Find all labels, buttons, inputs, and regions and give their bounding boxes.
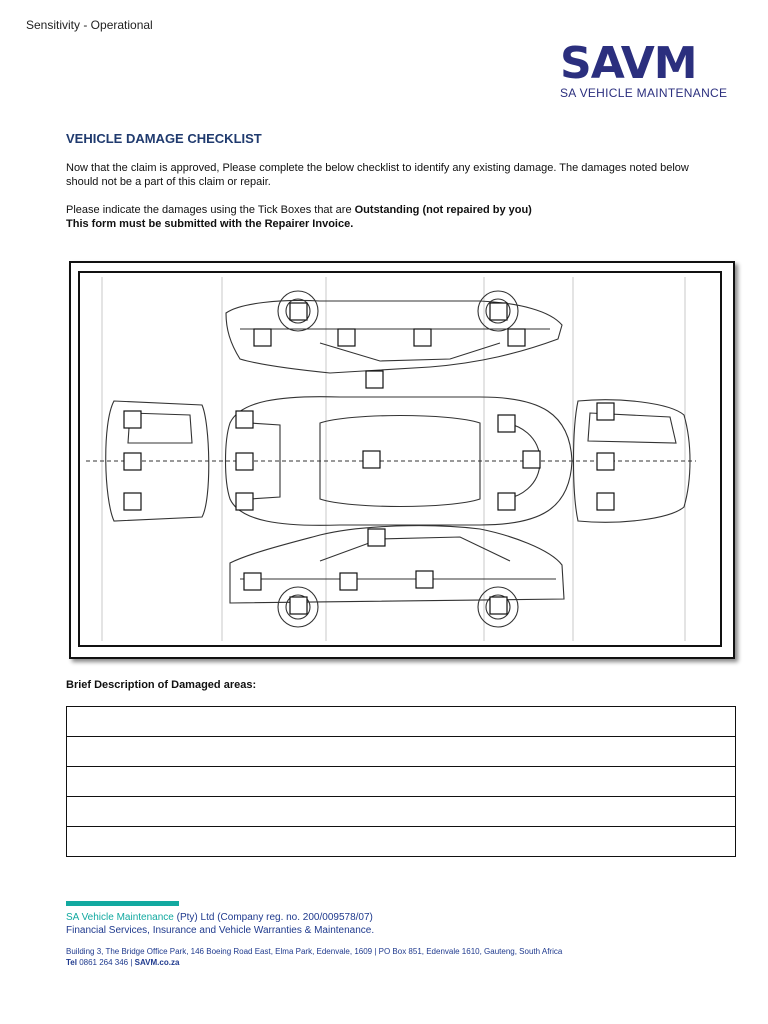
footer-company-reg: (Pty) Ltd (Company reg. no. 200/009578/07) (173, 912, 373, 923)
form-title: VEHICLE DAMAGE CHECKLIST (66, 131, 262, 146)
tick-box[interactable] (290, 597, 307, 614)
tick-box[interactable] (244, 573, 261, 590)
tick-box[interactable] (416, 571, 433, 588)
footer-company-name: SA Vehicle Maintenance (66, 912, 174, 923)
tick-box[interactable] (124, 411, 141, 428)
tick-box[interactable] (490, 597, 507, 614)
instruction-prefix: Please indicate the damages using the Tick Boxes that are (66, 204, 355, 216)
tick-box[interactable] (508, 329, 525, 346)
description-cell[interactable] (67, 797, 736, 827)
tick-box[interactable] (490, 303, 507, 320)
car-outline-drawing (80, 273, 720, 645)
tick-box[interactable] (124, 493, 141, 510)
instruction-text (66, 203, 532, 217)
tick-box[interactable] (236, 493, 253, 510)
tick-box[interactable] (338, 329, 355, 346)
tick-box[interactable] (236, 411, 253, 428)
footer-company-line (66, 912, 373, 923)
logo-subtitle: SA VEHICLE MAINTENANCE (560, 86, 728, 100)
tick-box[interactable] (498, 493, 515, 510)
tick-box[interactable] (597, 493, 614, 510)
description-cell[interactable] (67, 707, 736, 737)
tick-box[interactable] (523, 451, 540, 468)
table-row (67, 797, 736, 827)
submit-note: This form must be submitted with the Repairer Invoice. (66, 218, 354, 230)
tick-box[interactable] (363, 451, 380, 468)
tick-box[interactable] (597, 453, 614, 470)
instruction-emphasis: Outstanding (not repaired by you) (354, 204, 532, 216)
table-row (67, 707, 736, 737)
table-row (67, 827, 736, 857)
tick-box[interactable] (597, 403, 614, 420)
footer-website-link[interactable]: SAVM.co.za (134, 958, 180, 967)
description-cell[interactable] (67, 767, 736, 797)
damage-description-table (66, 706, 736, 857)
footer-tel-value: 0861 264 346 | (76, 958, 135, 967)
tick-box[interactable] (414, 329, 431, 346)
tick-box[interactable] (340, 573, 357, 590)
tick-box[interactable] (368, 529, 385, 546)
description-cell[interactable] (67, 737, 736, 767)
intro-text: Now that the claim is approved, Please complete the below checklist to identify any existing damage. The damages noted below should not be a part of this claim or repair. (66, 162, 689, 188)
vehicle-diagram (78, 271, 722, 647)
table-row (67, 767, 736, 797)
footer-contact (66, 958, 179, 967)
footer-services: Financial Services, Insurance and Vehicle Warranties & Maintenance. (66, 925, 375, 936)
vehicle-diagram-frame (69, 261, 735, 659)
footer-tel-label: Tel (66, 958, 77, 967)
table-row (67, 737, 736, 767)
tick-box[interactable] (254, 329, 271, 346)
tick-box[interactable] (366, 371, 383, 388)
logo-wordmark: SAVM (560, 38, 697, 89)
description-cell[interactable] (67, 827, 736, 857)
description-label: Brief Description of Damaged areas: (66, 679, 257, 691)
footer-accent-bar (66, 901, 179, 906)
company-logo (560, 38, 732, 100)
footer-address: Building 3, The Bridge Office Park, 146 Boeing Road East, Elma Park, Edenvale, 1609 | PO Box 851, Edenvale 1610, Gauteng, South Africa (66, 947, 563, 956)
tick-box[interactable] (498, 415, 515, 432)
sensitivity-label: Sensitivity - Operational (26, 18, 153, 32)
tick-box[interactable] (290, 303, 307, 320)
tick-box[interactable] (236, 453, 253, 470)
tick-box[interactable] (124, 453, 141, 470)
